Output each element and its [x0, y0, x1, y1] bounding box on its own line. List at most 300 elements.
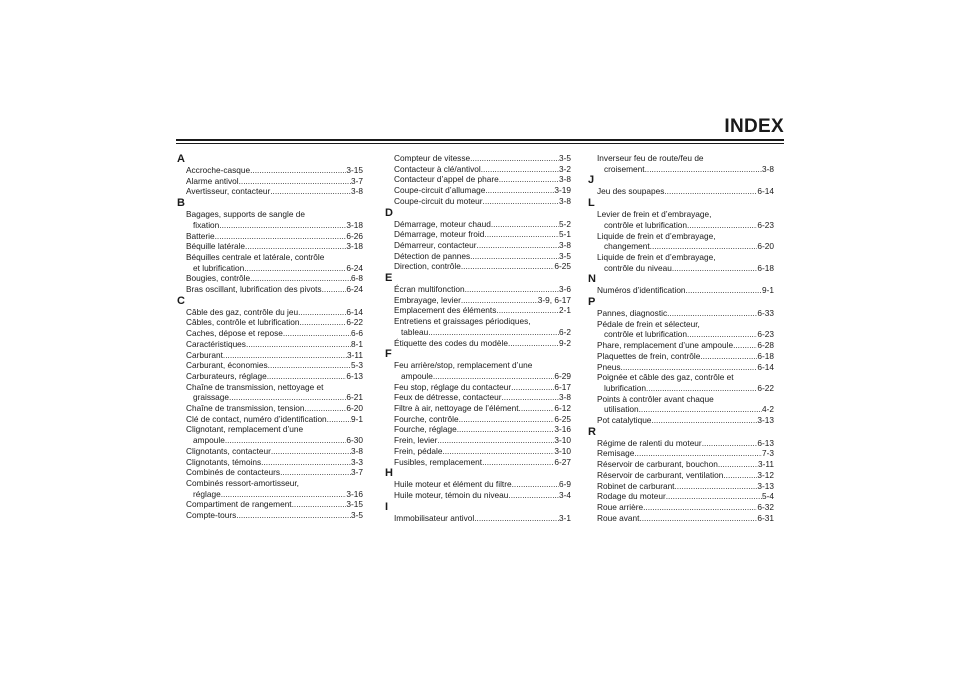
- index-entry: [177, 307, 363, 318]
- entry-page: 3-8: [351, 186, 363, 197]
- entry-page: 3-8: [559, 174, 571, 185]
- entry-text: ampoule: [401, 370, 433, 381]
- entry-page: 3-11: [758, 459, 774, 470]
- dot-leader: [508, 338, 559, 349]
- entry-page: 6-31: [757, 512, 774, 523]
- index-entry: [177, 403, 363, 414]
- entry-line: [597, 415, 774, 426]
- entry-text: Accroche-casque: [186, 165, 251, 175]
- entry-page: 6-24: [346, 284, 363, 295]
- index-entry: [177, 446, 363, 457]
- dot-leader: [292, 499, 347, 510]
- entry-page: 6-2: [559, 326, 571, 337]
- entry-page: 6-13: [757, 437, 774, 448]
- index-entry: [385, 305, 571, 316]
- index-entry: [588, 209, 774, 230]
- section-letter: R: [588, 425, 596, 438]
- entry-text: Fourche, contrôle: [394, 413, 459, 424]
- index-entry: [385, 185, 571, 196]
- index-entry: [385, 164, 571, 175]
- entry-text: Réservoir de carburant, bouchon: [597, 459, 718, 470]
- entry-line: [394, 424, 571, 435]
- entry-text: Frein, pédale: [394, 445, 443, 456]
- index-entry: [385, 414, 571, 425]
- entry-lead: Poignée et câble des gaz, contrôle et: [597, 372, 734, 383]
- entry-line: [394, 392, 571, 403]
- index-entry: [177, 165, 363, 176]
- dot-leader: [245, 241, 346, 252]
- dot-leader: [639, 513, 757, 524]
- dot-leader: [687, 220, 757, 231]
- index-entry: [588, 491, 774, 502]
- dot-leader: [470, 153, 559, 164]
- entry-page: 6-13: [346, 370, 363, 381]
- dot-leader: [267, 371, 347, 382]
- index-entry: [177, 467, 363, 478]
- dot-leader: [221, 489, 347, 500]
- entry-page: 6-27: [554, 456, 571, 467]
- entry-lead: Feu arrière/stop, remplacement d’une: [394, 360, 533, 371]
- index-entry: [385, 457, 571, 468]
- entry-line: [604, 404, 774, 415]
- index-entry: [385, 338, 571, 349]
- index-entry: [177, 252, 363, 273]
- entry-text: Câble des gaz, contrôle du jeu: [186, 306, 299, 317]
- index-entry: [588, 415, 774, 426]
- entry-continuation: [186, 489, 363, 500]
- index-entry: [385, 479, 571, 490]
- entry-line: [597, 351, 774, 362]
- entry-line: [394, 174, 571, 185]
- entry-page: 3-6: [559, 284, 571, 295]
- entry-continuation: [186, 263, 363, 274]
- dot-leader: [437, 435, 554, 446]
- entry-page: 6-22: [757, 382, 774, 393]
- entry-line: [394, 185, 571, 196]
- dot-leader: [457, 424, 555, 435]
- entry-page: 8-1: [351, 338, 363, 349]
- index-entry: [177, 424, 363, 445]
- entry-page: 3-7: [351, 467, 363, 478]
- entry-text: Étiquette des codes du modèle: [394, 337, 508, 348]
- index-entry: [177, 284, 363, 295]
- entry-page: 6-14: [757, 361, 774, 372]
- dot-leader: [271, 446, 351, 457]
- entry-text: Feux de détresse, contacteur: [394, 392, 502, 403]
- entry-line: [597, 340, 774, 351]
- entry-line: [186, 403, 363, 414]
- index-entry: [177, 328, 363, 339]
- entry-page: 3-5: [559, 153, 571, 163]
- section-letter: I: [385, 500, 389, 513]
- entry-line: [394, 219, 571, 230]
- index-entry: [385, 261, 571, 272]
- dot-leader: [621, 362, 758, 373]
- entry-text: Coupe-circuit d’allumage: [394, 185, 486, 196]
- index-entry: [385, 153, 571, 164]
- entry-line: [597, 438, 774, 449]
- entry-page: 6-20: [757, 241, 774, 252]
- entry-line: [604, 383, 774, 394]
- entry-line: [193, 435, 363, 446]
- index-entry: [588, 372, 774, 393]
- entry-text: Pannes, diagnostic: [597, 308, 668, 319]
- entry-page: 3-1: [559, 512, 571, 523]
- entry-page: 3-9, 6-17: [537, 294, 571, 305]
- dot-leader: [442, 446, 554, 457]
- entry-text: Caractéristiques: [186, 338, 246, 349]
- entry-text: Jeu des soupapes: [597, 186, 665, 197]
- dot-leader: [512, 479, 559, 490]
- dot-leader: [687, 329, 757, 340]
- entry-line: [394, 457, 571, 468]
- entry-page: 2-1: [559, 305, 571, 316]
- entry-text: Écran multifonction: [394, 284, 465, 295]
- dot-leader: [686, 285, 762, 296]
- entry-page: 3-8: [351, 445, 363, 456]
- entry-text: et lubrification: [193, 262, 245, 273]
- entry-line: [394, 251, 571, 262]
- dot-leader: [667, 308, 757, 319]
- entry-line: [401, 371, 571, 382]
- index-entry: [385, 382, 571, 393]
- entry-line: [193, 263, 363, 274]
- index-entry: [588, 362, 774, 373]
- entry-text: Huile moteur, témoin du niveau: [394, 489, 509, 500]
- dot-leader: [481, 164, 559, 175]
- entry-page: 3-5: [559, 250, 571, 261]
- entry-text: Batterie: [186, 230, 215, 241]
- entry-page: 3-12: [757, 469, 774, 480]
- entry-text: Détection de pannes: [394, 250, 471, 261]
- index-entry: [385, 196, 571, 207]
- entry-page: 3-4: [559, 489, 571, 500]
- dot-leader: [483, 196, 559, 207]
- entry-text: contrôle et lubrification: [604, 219, 688, 230]
- entry-page: 3-15: [346, 499, 363, 510]
- entry-line: [186, 231, 363, 242]
- dot-leader: [664, 186, 757, 197]
- entry-page: 3-16: [554, 424, 571, 435]
- dot-leader: [298, 307, 346, 318]
- entry-line: [186, 273, 363, 284]
- entry-page: 6-18: [757, 350, 774, 361]
- entry-line: [186, 165, 363, 176]
- dot-leader: [461, 261, 555, 272]
- index-column-1: [177, 153, 363, 521]
- entry-line: [394, 382, 571, 393]
- dot-leader: [499, 174, 559, 185]
- entry-page: 6-18: [757, 262, 774, 273]
- dot-leader: [239, 176, 351, 187]
- entry-text: Compartiment de rangement: [186, 499, 292, 510]
- entry-page: 7-3: [762, 448, 774, 459]
- entry-page: 3-13: [757, 415, 774, 426]
- entry-page: 6-25: [554, 413, 571, 424]
- entry-line: [597, 186, 774, 197]
- entry-text: Compteur de vitesse: [394, 153, 471, 163]
- entry-page: 3-8: [559, 239, 571, 250]
- index-entry: [588, 153, 774, 174]
- entry-lead: Points à contrôler avant chaque: [597, 393, 714, 404]
- entry-lead: Combinés ressort-amortisseur,: [186, 477, 299, 488]
- dot-leader: [327, 414, 351, 425]
- entry-text: Compte-tours: [186, 510, 237, 521]
- entry-continuation: [394, 371, 571, 382]
- dot-leader: [491, 219, 559, 230]
- entry-lead: Liquide de frein et d’embrayage,: [597, 251, 716, 262]
- entry-text: Avertisseur, contacteur: [186, 186, 271, 197]
- entry-line: [394, 513, 571, 524]
- index-column-3: [588, 153, 774, 523]
- entry-text: Huile moteur et élément du filtre: [394, 479, 512, 490]
- page-title: INDEX: [724, 116, 784, 137]
- entry-lead: Inverseur feu de route/feu de: [597, 153, 704, 163]
- entry-text: Combinés de contacteurs: [186, 467, 281, 478]
- dot-leader: [519, 403, 555, 414]
- entry-line: [186, 328, 363, 339]
- dot-leader: [465, 284, 559, 295]
- entry-text: Carburant: [186, 349, 223, 360]
- entry-page: 3-18: [346, 241, 363, 252]
- entry-page: 6-8: [351, 273, 363, 284]
- entry-text: Roue avant: [597, 512, 640, 523]
- entry-line: [186, 467, 363, 478]
- entry-line: [186, 457, 363, 468]
- dot-leader: [482, 457, 554, 468]
- entry-lead: Béquilles centrale et latérale, contrôle: [186, 251, 325, 262]
- entry-page: 6-32: [757, 501, 774, 512]
- index-entry: [385, 284, 571, 295]
- entry-page: 3-11: [347, 349, 363, 360]
- section-letter: P: [588, 296, 596, 309]
- entry-line: [394, 240, 571, 251]
- index-entry: [385, 219, 571, 230]
- index-entry: [177, 231, 363, 242]
- index-entry: [177, 317, 363, 328]
- index-entry: [177, 350, 363, 361]
- entry-line: [186, 350, 363, 361]
- entry-page: 6-24: [346, 262, 363, 273]
- index-entry: [588, 438, 774, 449]
- entry-text: Carburateurs, réglage: [186, 370, 267, 381]
- index-entry: [385, 240, 571, 251]
- entry-line: [193, 392, 363, 403]
- index-entry: [177, 499, 363, 510]
- entry-line: [597, 308, 774, 319]
- entry-text: Clignotants, témoins: [186, 456, 262, 467]
- dot-leader: [299, 317, 346, 328]
- dot-leader: [643, 502, 757, 513]
- entry-lead: Chaîne de transmission, nettoyage et: [186, 381, 324, 392]
- entry-page: 6-9: [559, 479, 571, 490]
- entry-page: 9-2: [559, 337, 571, 348]
- dot-leader: [723, 470, 757, 481]
- dot-leader: [474, 513, 559, 524]
- dot-leader: [215, 231, 347, 242]
- dot-leader: [322, 284, 347, 295]
- entry-page: 3-10: [554, 435, 571, 446]
- dot-leader: [223, 350, 347, 361]
- index-entry: [385, 435, 571, 446]
- entry-text: croisement: [604, 163, 645, 174]
- entry-continuation: [597, 263, 774, 274]
- entry-text: fixation: [193, 219, 220, 230]
- dot-leader: [459, 414, 555, 425]
- index-entry: [588, 459, 774, 470]
- entry-text: lubrification: [604, 382, 646, 393]
- index-entry: [177, 478, 363, 499]
- entry-text: changement: [604, 241, 650, 252]
- entry-text: Carburant, économies: [186, 360, 268, 371]
- entry-lead: Bagages, supports de sangle de: [186, 209, 306, 220]
- index-entry: [177, 339, 363, 350]
- entry-text: Rodage du moteur: [597, 491, 666, 502]
- dot-leader: [270, 186, 351, 197]
- index-entry: [588, 351, 774, 362]
- title-rule-thin: [176, 143, 784, 144]
- index-entry: [177, 382, 363, 403]
- dot-leader: [645, 164, 762, 175]
- index-entry: [385, 316, 571, 337]
- entry-line: [604, 164, 774, 175]
- entry-page: 3-8: [559, 392, 571, 403]
- entry-lead: Liquide de frein et d’embrayage,: [597, 230, 716, 241]
- dot-leader: [461, 295, 538, 306]
- index-entry: [177, 241, 363, 252]
- entry-continuation: [597, 329, 774, 340]
- entry-line: [193, 489, 363, 500]
- entry-line: [186, 360, 363, 371]
- index-entry: [588, 308, 774, 319]
- dot-leader: [700, 351, 757, 362]
- entry-text: Roue arrière: [597, 501, 644, 512]
- index-entry: [588, 513, 774, 524]
- entry-continuation: [186, 392, 363, 403]
- entry-continuation: [186, 435, 363, 446]
- entry-page: 9-1: [762, 285, 774, 296]
- entry-line: [394, 153, 571, 164]
- entry-text: Plaquettes de frein, contrôle: [597, 350, 701, 361]
- dot-leader: [283, 328, 351, 339]
- entry-text: Pneus: [597, 361, 621, 372]
- entry-line: [394, 490, 571, 501]
- entry-line: [394, 295, 571, 306]
- entry-text: Régime de ralenti du moteur: [597, 437, 702, 448]
- dot-leader: [496, 305, 559, 316]
- entry-line: [186, 284, 363, 295]
- entry-page: 3-8: [559, 195, 571, 206]
- dot-leader: [305, 403, 347, 414]
- entry-continuation: [597, 220, 774, 231]
- entry-page: 5-4: [762, 491, 774, 502]
- dot-leader: [236, 510, 351, 521]
- dot-leader: [225, 435, 347, 446]
- entry-continuation: [597, 383, 774, 394]
- entry-line: [186, 510, 363, 521]
- entry-text: Réservoir de carburant, ventilation: [597, 469, 724, 480]
- entry-text: contrôle et lubrification: [604, 329, 688, 340]
- entry-text: Démarrage, moteur froid: [394, 229, 485, 240]
- entry-line: [394, 196, 571, 207]
- index-entry: [588, 394, 774, 415]
- dot-leader: [651, 415, 757, 426]
- dot-leader: [511, 382, 554, 393]
- entry-page: 6-12: [554, 403, 571, 414]
- entry-line: [597, 481, 774, 492]
- index-entry: [588, 186, 774, 197]
- entry-text: Bras oscillant, lubrification des pivots: [186, 284, 322, 295]
- entry-text: Contacteur d’appel de phare: [394, 174, 499, 185]
- entry-page: 6-14: [346, 306, 363, 317]
- entry-text: Chaîne de transmission, tension: [186, 403, 305, 414]
- entry-line: [186, 499, 363, 510]
- section-letter: L: [588, 197, 595, 210]
- entry-text: Clignotants, contacteur: [186, 445, 271, 456]
- dot-leader: [672, 263, 758, 274]
- entry-page: 6-20: [346, 403, 363, 414]
- dot-leader: [733, 340, 757, 351]
- index-entry: [385, 446, 571, 457]
- entry-line: [394, 414, 571, 425]
- section-letter: F: [385, 348, 392, 361]
- index-entry: [385, 251, 571, 262]
- dot-leader: [433, 371, 555, 382]
- entry-text: Démarrage, moteur chaud: [394, 218, 491, 229]
- dot-leader: [718, 459, 758, 470]
- entry-page: 6-28: [757, 340, 774, 351]
- entry-text: Câbles, contrôle et lubrification: [186, 317, 300, 328]
- entry-page: 3-10: [554, 445, 571, 456]
- index-entry: [385, 424, 571, 435]
- index-entry: [385, 229, 571, 240]
- index-entry: [177, 510, 363, 521]
- section-letter: N: [588, 273, 596, 286]
- entry-text: Fourche, réglage: [394, 424, 457, 435]
- entry-page: 6-14: [757, 186, 774, 197]
- entry-page: 4-2: [762, 404, 774, 415]
- index-entry: [177, 209, 363, 230]
- entry-line: [597, 459, 774, 470]
- entry-line: [597, 362, 774, 373]
- entry-page: 6-6: [351, 328, 363, 339]
- index-entry: [177, 176, 363, 187]
- entry-line: [186, 176, 363, 187]
- index-entry: [588, 470, 774, 481]
- entry-line: [604, 329, 774, 340]
- index-entry: [385, 490, 571, 501]
- entry-text: Caches, dépose et repose: [186, 328, 283, 339]
- dot-leader: [428, 327, 559, 338]
- index-entry: [588, 319, 774, 340]
- entry-continuation: [597, 241, 774, 252]
- entry-line: [597, 513, 774, 524]
- entry-line: [394, 479, 571, 490]
- dot-leader: [508, 490, 559, 501]
- entry-page: 6-23: [757, 219, 774, 230]
- entry-text: réglage: [193, 488, 221, 499]
- index-entry: [177, 414, 363, 425]
- entry-line: [604, 220, 774, 231]
- entry-page: 5-2: [559, 218, 571, 229]
- section-letter: A: [177, 153, 185, 165]
- dot-leader: [484, 229, 559, 240]
- index-entry: [588, 448, 774, 459]
- entry-line: [186, 446, 363, 457]
- dot-leader: [639, 404, 762, 415]
- entry-line: [394, 229, 571, 240]
- entry-line: [597, 285, 774, 296]
